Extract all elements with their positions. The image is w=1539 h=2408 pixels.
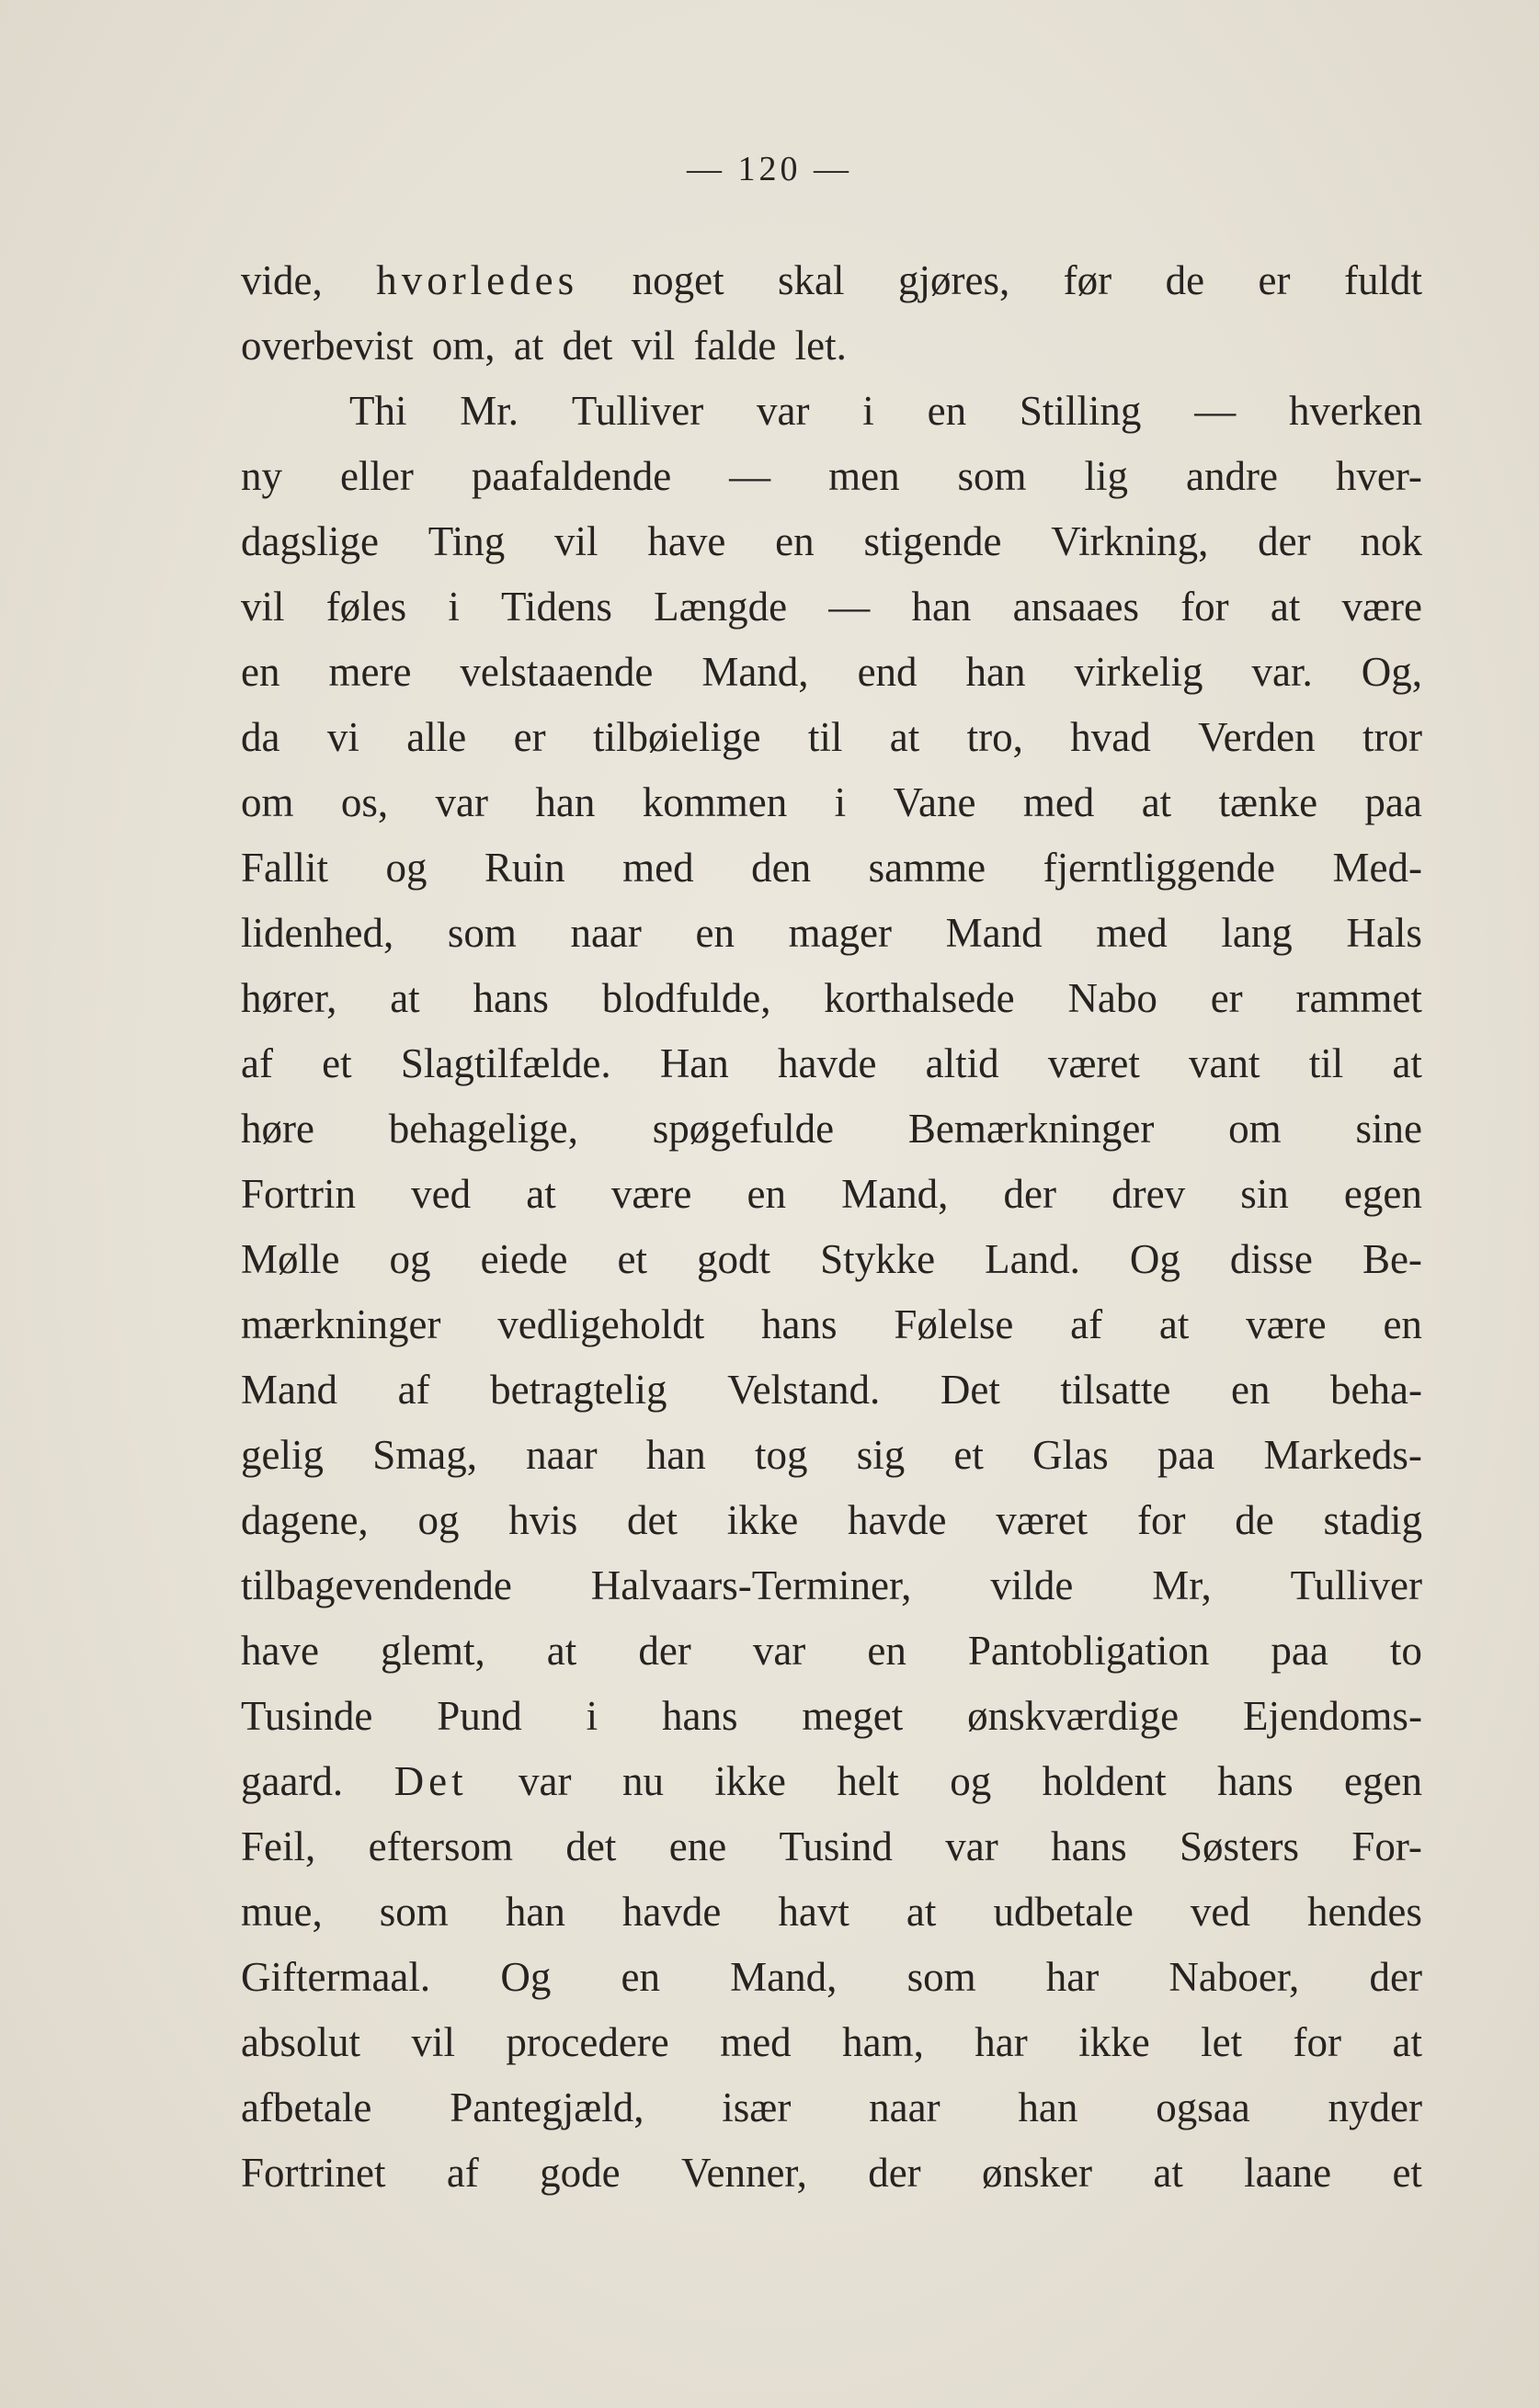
word: vil [241,584,285,630]
word: Verden [1198,714,1316,760]
word: mager [788,910,893,956]
word: fjerntliggende [1043,845,1275,891]
word: beha- [1330,1367,1422,1413]
word: og [389,1236,431,1282]
word: Længde [654,584,788,630]
word: Hals [1346,910,1422,956]
word: For- [1351,1823,1422,1869]
word: egen [1344,1758,1422,1804]
word: Giftermaal. [241,1954,431,2000]
word: et [617,1236,647,1282]
word: ansaaes [1012,584,1140,630]
word: have [241,1628,319,1674]
word: med [1022,779,1095,825]
word: paa [1271,1628,1328,1674]
word: en [1383,1301,1422,1347]
word: Det [940,1367,1000,1413]
word: korthalsede [824,975,1015,1021]
word: om [241,779,294,825]
word: Tulliver [571,388,704,434]
word: spøgefulde [652,1106,835,1152]
word: Ruin [484,845,565,891]
word: Pund [437,1693,522,1739]
word: Og [500,1954,552,2000]
word: at [889,714,920,760]
text-line [241,1031,1422,1096]
word: en [695,910,735,956]
word: gjøres, [897,257,1010,303]
word: en [867,1628,906,1674]
text-line [241,248,1422,313]
word: Smag, [372,1432,477,1478]
word: Mr, [1152,1562,1212,1608]
word: — [1194,388,1237,434]
text-line [241,1096,1422,1162]
word: os, [340,779,389,825]
word: tro, [966,714,1023,760]
text-line [241,640,1422,705]
text-line [241,1423,1422,1488]
word: hans [473,975,549,1021]
word: ogsaa [1156,2084,1250,2130]
word: Fortrinet [241,2150,386,2196]
word: let [1201,2019,1243,2065]
word: blodfulde, [601,975,771,1021]
text-line [241,313,1422,379]
text-line [241,901,1422,966]
word: var [757,388,810,434]
word: tog [754,1432,808,1478]
word: han [1018,2084,1078,2130]
word: overbevist [241,323,414,369]
word: for [1136,1497,1186,1543]
word: disse [1229,1236,1313,1282]
word: noget [632,257,724,303]
word: udbetale [993,1889,1134,1935]
word: i [586,1693,598,1739]
word: med [1096,910,1168,956]
word: var [752,1628,806,1674]
word: af [446,2150,479,2196]
word: som [957,453,1027,499]
word: sine [1355,1106,1422,1152]
word: var [519,1758,572,1804]
text-line [241,1357,1422,1423]
word: et [953,1432,984,1478]
text-line [241,770,1422,835]
word: til [1308,1040,1344,1086]
word: paa [1157,1432,1215,1478]
word: stadig [1323,1497,1422,1543]
word: de [1165,257,1205,303]
word: af [241,1040,273,1086]
word: hendes [1306,1889,1422,1935]
word: ham, [842,2019,924,2065]
word: sin [1240,1171,1289,1217]
word: været [996,1497,1089,1543]
word: to [1389,1628,1422,1674]
word: vant [1189,1040,1260,1086]
word: holdent [1042,1758,1167,1804]
word: naar [526,1432,598,1478]
word: stigende [863,518,1002,564]
text-line [241,2141,1422,2206]
word: ikke [726,1497,799,1543]
word: procedere [506,2019,669,2065]
word: da [241,714,280,760]
word: vedligeholdt [497,1301,705,1347]
word: — [828,584,871,630]
word: har [1045,1954,1100,2000]
word: et [1392,2150,1422,2196]
word: eftersom [368,1823,514,1869]
word: Mand, [841,1171,949,1217]
word: en [747,1171,787,1217]
word: tilbagevendende [241,1562,512,1608]
word: ikke [1078,2019,1150,2065]
word: Tulliver [1290,1562,1422,1608]
word: Ejendoms- [1242,1693,1422,1739]
word: Mand [241,1367,337,1413]
text-line [241,1227,1422,1292]
word: vide, [241,257,323,303]
word: været [1047,1040,1140,1086]
word: Nabo [1067,975,1157,1021]
word: en [621,1954,660,2000]
word: en [927,388,967,434]
word: ved [1190,1889,1250,1935]
word: Thi [349,388,407,434]
word: han [535,779,596,825]
word: være [1246,1301,1327,1347]
word: Mand, [701,649,809,695]
word: og [950,1758,992,1804]
text-line [241,2010,1422,2075]
word: eller [339,453,414,499]
word: hans [1217,1758,1294,1804]
word: glemt, [381,1628,485,1674]
word: vil [411,2019,455,2065]
word: er [1258,257,1291,303]
word: der [868,2150,921,2196]
word: at [1141,779,1172,825]
word: at [1270,584,1301,630]
word: Mr. [460,388,519,434]
word: de [1235,1497,1274,1543]
word: tilsatte [1060,1367,1171,1413]
word: til [807,714,843,760]
word: som [447,910,517,956]
word: før [1063,257,1112,303]
word: Markeds- [1263,1432,1422,1478]
word: ønskværdige [967,1693,1180,1739]
word: han [911,584,972,630]
word: hver- [1335,453,1422,499]
text-line [241,1814,1422,1880]
word: gelig [241,1432,324,1478]
word: det [562,323,613,369]
word: Pantegjæld, [450,2084,644,2130]
word: skal [778,257,845,303]
word: tænke [1218,779,1318,825]
word: at [526,1171,556,1217]
word: ikke [714,1758,786,1804]
text-line [241,1749,1422,1814]
word: Søsters [1179,1823,1299,1869]
text-line [241,705,1422,770]
text-line [241,1619,1422,1684]
word: Be- [1362,1236,1422,1282]
word: velstaaende [460,649,654,695]
text-line [241,444,1422,509]
word: en [241,649,280,695]
word: er [513,714,546,760]
word: han [965,649,1026,695]
word: det [626,1497,678,1543]
word: føles [325,584,407,630]
word: Pantobligation [967,1628,1210,1674]
word: rammet [1295,975,1422,1021]
text-line [241,379,1422,444]
word: at [906,1889,937,1935]
word: Land. [985,1236,1080,1282]
word: som [906,1954,976,2000]
word: Velstand. [727,1367,881,1413]
word: Tusind [779,1823,893,1869]
word: er [1210,975,1243,1021]
word: at [390,975,420,1021]
word: gaard. [241,1758,344,1804]
word: andre [1185,453,1278,499]
word: fuldt [1343,257,1422,303]
word: Følelse [894,1301,1014,1347]
word: at [1392,1040,1422,1086]
word: at [1158,1301,1190,1347]
word: Bemærkninger [907,1106,1155,1152]
word: nok [1360,518,1422,564]
word: havt [778,1889,849,1935]
word: Ting [428,518,506,564]
word: vil [631,323,676,369]
word: hans [1051,1823,1127,1869]
word: være [610,1171,692,1217]
word: var. [1251,649,1313,695]
word: at [1153,2150,1183,2196]
word: laane [1244,2150,1332,2196]
word: meget [802,1693,904,1739]
word: afbetale [241,2084,372,2130]
word: hverken [1289,388,1422,434]
word: Fortrin [241,1171,357,1217]
word: vilde [990,1562,1074,1608]
text-line [241,835,1422,901]
word: helt [837,1758,899,1804]
word: med [622,845,694,891]
word: at [513,323,544,369]
word: Halvaars-Terminer, [590,1562,912,1608]
word: betragtelig [490,1367,667,1413]
word: Glas [1032,1432,1109,1478]
word: tror [1362,714,1422,760]
word: var [945,1823,998,1869]
word: der [638,1628,691,1674]
word: Med- [1332,845,1422,891]
word: han [645,1432,706,1478]
text-line [241,1684,1422,1749]
word: Mand [945,910,1043,956]
word: hører, [241,975,337,1021]
word: og [417,1497,460,1543]
word: ønsker [982,2150,1092,2196]
word: især [722,2084,792,2130]
word: i [448,584,460,630]
word: ny [241,453,282,499]
word: falde [693,323,777,369]
word: Vane [893,779,976,825]
text-line [241,509,1422,574]
word: hans [761,1301,838,1347]
word: havde [778,1040,877,1086]
text-line [241,1162,1422,1227]
word: Tusinde [241,1693,373,1739]
word: Det [393,1758,468,1804]
word: mere [328,649,412,695]
text-line [241,1553,1422,1619]
word: det [565,1823,617,1869]
word: ved [411,1171,472,1217]
word: der [1003,1171,1057,1217]
word: at [546,1628,577,1674]
text-line [241,966,1422,1031]
word: Mand, [730,1954,838,2000]
word: Fallit [241,845,329,891]
word: ene [668,1823,727,1869]
word: samme [868,845,986,891]
word: den [751,845,812,891]
word: absolut [241,2019,360,2065]
word: hans [661,1693,738,1739]
word: Naboer, [1168,1954,1300,2000]
word: mærkninger [241,1301,441,1347]
word: nyder [1328,2084,1422,2130]
word: Han [659,1040,729,1086]
word: Feil, [241,1823,316,1869]
word: mue, [241,1889,323,1935]
word: naar [570,910,642,956]
text-line [241,1292,1422,1357]
text-line [241,1488,1422,1553]
word: som [379,1889,449,1935]
word: være [1341,584,1422,630]
word: altid [925,1040,999,1086]
word: af [1070,1301,1103,1347]
word: høre [241,1106,314,1152]
word: har [975,2019,1028,2065]
word: Stilling [1019,388,1142,434]
word: af [397,1367,430,1413]
word: godt [697,1236,771,1282]
word: Slagtilfælde. [400,1040,611,1086]
word: vi [326,714,359,760]
word: dagslige [241,518,379,564]
word: behagelige, [388,1106,578,1152]
word: Tidens [501,584,612,630]
word: for [1180,584,1229,630]
word: at [1392,2019,1422,2065]
text-line [241,2075,1422,2141]
word: og [385,845,428,891]
word: paa [1364,779,1422,825]
word: let. [794,323,847,369]
word: lig [1084,453,1129,499]
word: i [834,779,847,825]
word: Stykke [820,1236,936,1282]
word: have [647,518,726,564]
word: dagene, [241,1497,369,1543]
text-line [241,574,1422,640]
word: gode [540,2150,621,2196]
word: Venner, [680,2150,807,2196]
word: tilbøielige [592,714,761,760]
word: Virkning, [1051,518,1209,564]
word: vil [554,518,598,564]
word: kommen [642,779,788,825]
word: med [720,2019,792,2065]
word: Og [1129,1236,1180,1282]
word: en [775,518,815,564]
text-line [241,1880,1422,1945]
text-line [241,1945,1422,2010]
word: virkelig [1074,649,1203,695]
word: hvorledes [376,257,579,303]
word: naar [869,2084,940,2130]
word: men [828,453,900,499]
word: i [862,388,874,434]
word: var [435,779,488,825]
word: en [1230,1367,1271,1413]
word: Og, [1361,649,1422,695]
word: — [729,453,771,499]
word: der [1369,1954,1422,2000]
word: hvad [1070,714,1151,760]
word: lidenhed, [241,910,394,956]
word: end [857,649,918,695]
word: eiede [480,1236,568,1282]
word: Mølle [241,1236,340,1282]
word: havde [621,1889,722,1935]
word: drev [1112,1171,1186,1217]
word: om, [431,323,496,369]
word: paafaldende [471,453,672,499]
word: for [1293,2019,1342,2065]
word: egen [1343,1171,1422,1217]
word: sig [856,1432,906,1478]
word: han [505,1889,565,1935]
word: alle [406,714,467,760]
word: nu [621,1758,664,1804]
word: om [1228,1106,1282,1152]
word: der [1258,518,1311,564]
page-number-header: — 120 — [687,150,852,188]
word: et [322,1040,352,1086]
word: hvis [508,1497,578,1543]
word: lang [1221,910,1293,956]
body-text [241,248,1422,2206]
word: havde [847,1497,947,1543]
